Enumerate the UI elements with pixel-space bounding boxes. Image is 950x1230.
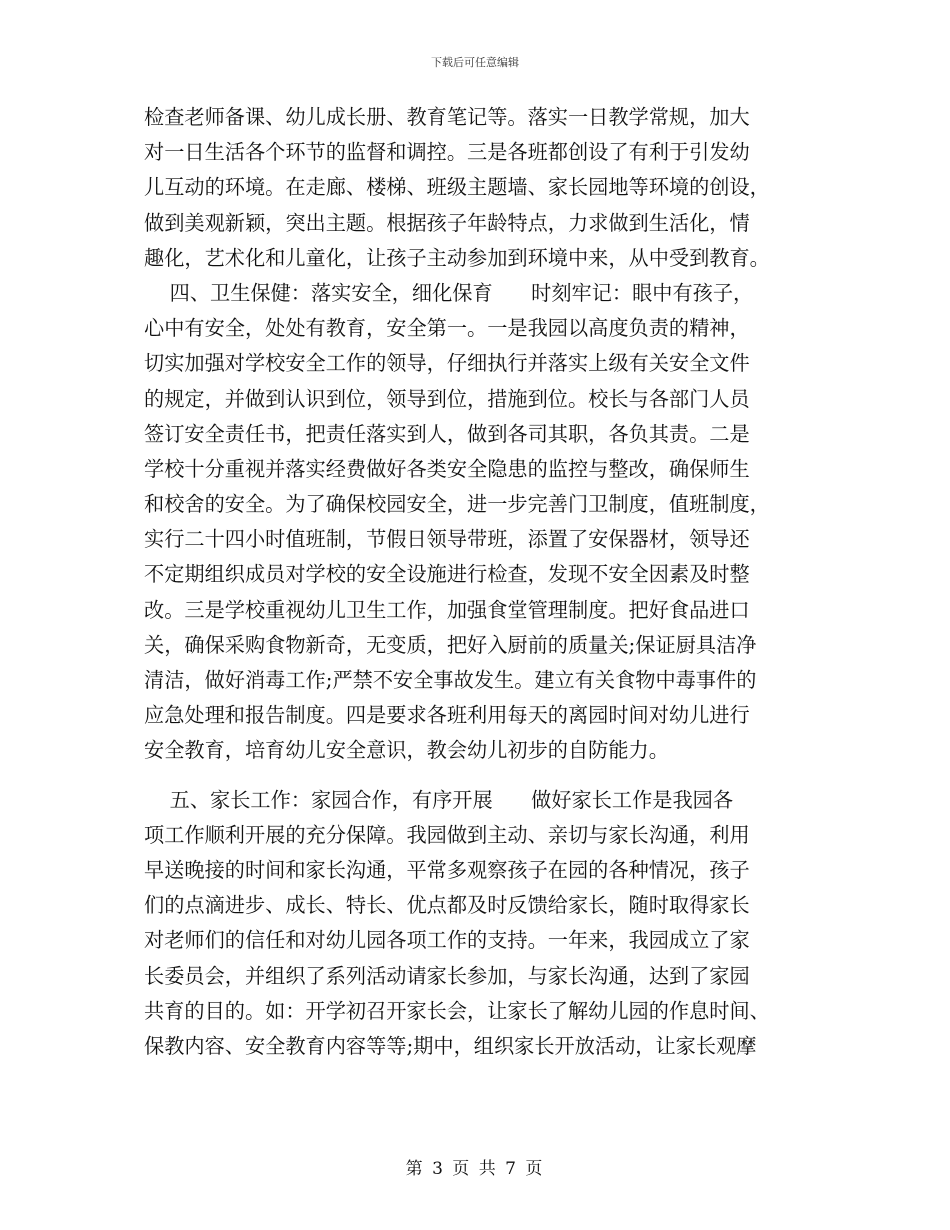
text-line: 对老师们的信任和对幼儿园各项工作的支持。一年来，我园成立了家 xyxy=(144,928,750,953)
page-number-footer: 第 3 页 共 7 页 xyxy=(405,1159,545,1179)
text-line: 们的点滴进步、成长、特长、优点都及时反馈给家长，随时取得家长 xyxy=(144,893,750,918)
text-line: 五、家长工作：家园合作，有序开展 做好家长工作是我园各 xyxy=(144,787,734,812)
text-line: 签订安全责任书，把责任落实到人，做到各司其职，各负其责。二是 xyxy=(144,421,750,446)
paragraph xyxy=(144,276,824,769)
text-line: 关，确保采购食物新奇，无变质，把好入厨前的质量关;保证厨具洁净 xyxy=(144,632,757,657)
paragraph xyxy=(144,100,824,276)
text-line: 趣化，艺术化和儿童化，让孩子主动参加到环境中来，从中受到教育。 xyxy=(144,245,770,270)
text-line: 不定期组织成员对学校的安全设施进行检查，发现不安全因素及时整 xyxy=(144,562,750,587)
text-line: 切实加强对学校安全工作的领导，仔细执行并落实上级有关安全文件 xyxy=(144,351,750,376)
text-line: 实行二十四小时值班制，节假日领导带班，添置了安保器材，领导还 xyxy=(144,527,750,552)
text-line: 的规定，并做到认识到位，领导到位，措施到位。校长与各部门人员 xyxy=(144,386,750,411)
text-line: 改。三是学校重视幼儿卫生工作，加强食堂管理制度。把好食品进口 xyxy=(144,597,750,622)
paragraph-gap xyxy=(144,769,824,783)
text-line: 长委员会，并组织了系列活动请家长参加，与家长沟通，达到了家园 xyxy=(144,963,750,988)
text-line: 项工作顺利开展的充分保障。我园做到主动、亲切与家长沟通，利用 xyxy=(144,822,750,847)
text-line: 共育的目的。如：开学初召开家长会，让家长了解幼儿园的作息时间、 xyxy=(144,998,770,1023)
text-line: 学校十分重视并落实经费做好各类安全隐患的监控与整改，确保师生 xyxy=(144,456,750,481)
text-line: 安全教育，培育幼儿安全意识，教会幼儿初步的自防能力。 xyxy=(144,738,669,763)
text-line: 清洁，做好消毒工作;严禁不安全事故发生。建立有关食物中毒事件的 xyxy=(144,668,757,692)
text-line: 保教内容、安全教育内容等等;期中，组织家长开放活动，让家长观摩 xyxy=(144,1033,757,1058)
text-line: 心中有安全，处处有教育，安全第一。一是我园以高度负责的精神， xyxy=(144,316,750,341)
text-line: 对一日生活各个环节的监督和调控。三是各班都创设了有利于引发幼 xyxy=(144,140,750,165)
text-line: 早送晚接的时间和家长沟通，平常多观察孩子在园的各种情况，孩子 xyxy=(144,857,750,882)
text-line: 儿互动的环境。在走廊、楼梯、班级主题墙、家长园地等环境的创设， xyxy=(144,175,770,200)
text-line: 四、卫生保健：落实安全，细化保育 时刻牢记：眼中有孩子， xyxy=(144,280,754,305)
text-line: 应急处理和报告制度。四是要求各班利用每天的离园时间对幼儿进行 xyxy=(144,703,750,728)
text-line: 检查老师备课、幼儿成长册、教育笔记等。落实一日教学常规，加大 xyxy=(144,105,750,129)
document-body xyxy=(144,100,824,1064)
text-line: 和校舍的安全。为了确保校园安全，进一步完善门卫制度，值班制度， xyxy=(144,492,770,517)
page-header: 下载后可任意编辑 xyxy=(431,56,519,69)
text-line: 做到美观新颖，突出主题。根据孩子年龄特点，力求做到生活化，情 xyxy=(144,210,750,235)
paragraph xyxy=(144,783,824,1065)
